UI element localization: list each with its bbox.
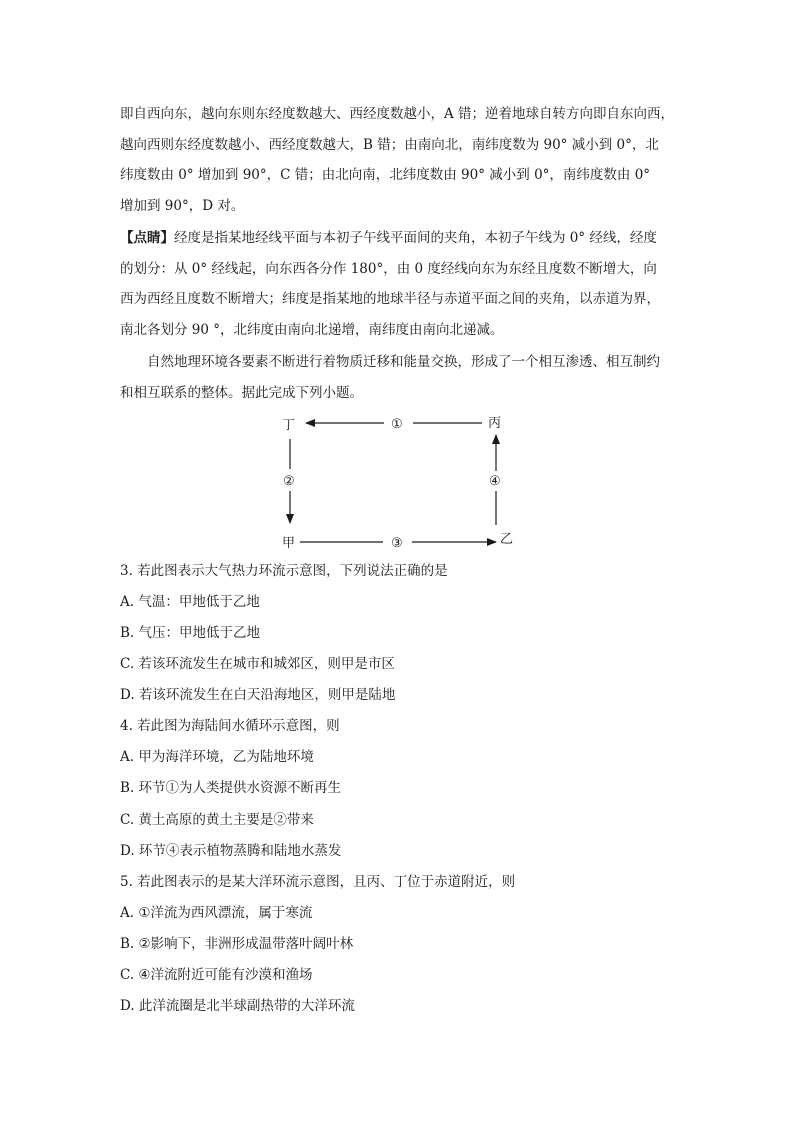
tip-tag: 【点睛】 (120, 230, 174, 246)
tip-text: 经度是指某地经线平面与本初子午线平面间的夹角，本初子午线为 0° 经线，经度 (174, 230, 657, 246)
intro-line: 和相互联系的整体。据此完成下列小题。 (120, 384, 363, 401)
question-3-option-d: D. 若该环流发生在白天沿海地区，则甲是陆地 (120, 687, 396, 703)
question-4-option-c: C. 黄土高原的黄土主要是②带来 (120, 812, 314, 828)
question-5-option-b: B. ②影响下，非洲形成温带落叶阔叶林 (120, 936, 354, 952)
question-3-stem: 3. 若此图表示大气热力环流示意图，下列说法正确的是 (120, 563, 448, 579)
question-5-stem: 5. 若此图表示的是某大洋环流示意图，且丙、丁位于赤道附近，则 (120, 874, 516, 890)
node-jia: 甲 (282, 536, 296, 551)
explanation-line: 越向西则东经度数越小、西经度数越大，B 错；由南向北，南纬度数为 90° 减小到 0°，北 (120, 136, 659, 153)
explanation-line: 增加到 90°，D 对。 (120, 197, 245, 214)
question-5-option-a: A. ①洋流为西风漂流，属于寒流 (120, 905, 313, 921)
question-4-stem: 4. 若此图为海陆间水循环示意图，则 (120, 718, 340, 734)
cycle-diagram (270, 405, 530, 555)
edge-left-label: ② (283, 474, 295, 489)
edge-bottom-label: ③ (391, 536, 403, 551)
question-4-option-b: B. 环节①为人类提供水资源不断再生 (120, 780, 342, 796)
question-3-option-a: A. 气温：甲地低于乙地 (120, 594, 260, 610)
node-ding: 丁 (282, 418, 296, 433)
node-yi: 乙 (500, 532, 514, 547)
question-5-option-d: D. 此洋流圈是北半球副热带的大洋环流 (120, 998, 355, 1014)
intro-line: 自然地理环境各要素不断进行着物质迁移和能量交换，形成了一个相互渗透、相互制约 (147, 354, 660, 370)
question-3-option-b: B. 气压：甲地低于乙地 (120, 625, 261, 641)
explanation-line: 即自西向东，越向东则东经度数越大、西经度数越小，A 错；逆着地球自转方向即自东向西， (120, 106, 675, 122)
tip-line: 西为西经且度数不断增大；纬度是指某地的地球半径与赤道平面之间的夹角，以赤道为界， (120, 291, 660, 307)
question-4-option-d: D. 环节④表示植物蒸腾和陆地水蒸发 (120, 843, 342, 859)
explanation-paragraph (120, 99, 680, 221)
question-3-option-c: C. 若该环流发生在城市和城郊区，则甲是市区 (120, 656, 395, 672)
question-5-option-c: C. ④洋流附近可能有沙漠和渔场 (120, 967, 313, 983)
tip-line (120, 223, 680, 254)
intro-paragraph (120, 347, 680, 408)
explanation-line: 纬度数由 0° 增加到 90°，C 错；由北向南，北纬度数由 90° 减小到 0°，南纬度数由 0° (120, 167, 651, 183)
tip-paragraph (120, 223, 680, 345)
tip-line: 南北各划分 90 °，北纬度由南向北递增，南纬度由南向北递减。 (120, 321, 504, 338)
question-4-option-a: A. 甲为海洋环境，乙为陆地环境 (120, 749, 314, 765)
node-bing: 丙 (488, 416, 502, 431)
edge-right-label: ④ (489, 474, 501, 489)
tip-line: 的划分：从 0° 经线起，向东西各分作 180°，由 0 度经线向东为东经且度数不断增大，向 (120, 260, 657, 277)
edge-top-label: ① (391, 417, 403, 432)
